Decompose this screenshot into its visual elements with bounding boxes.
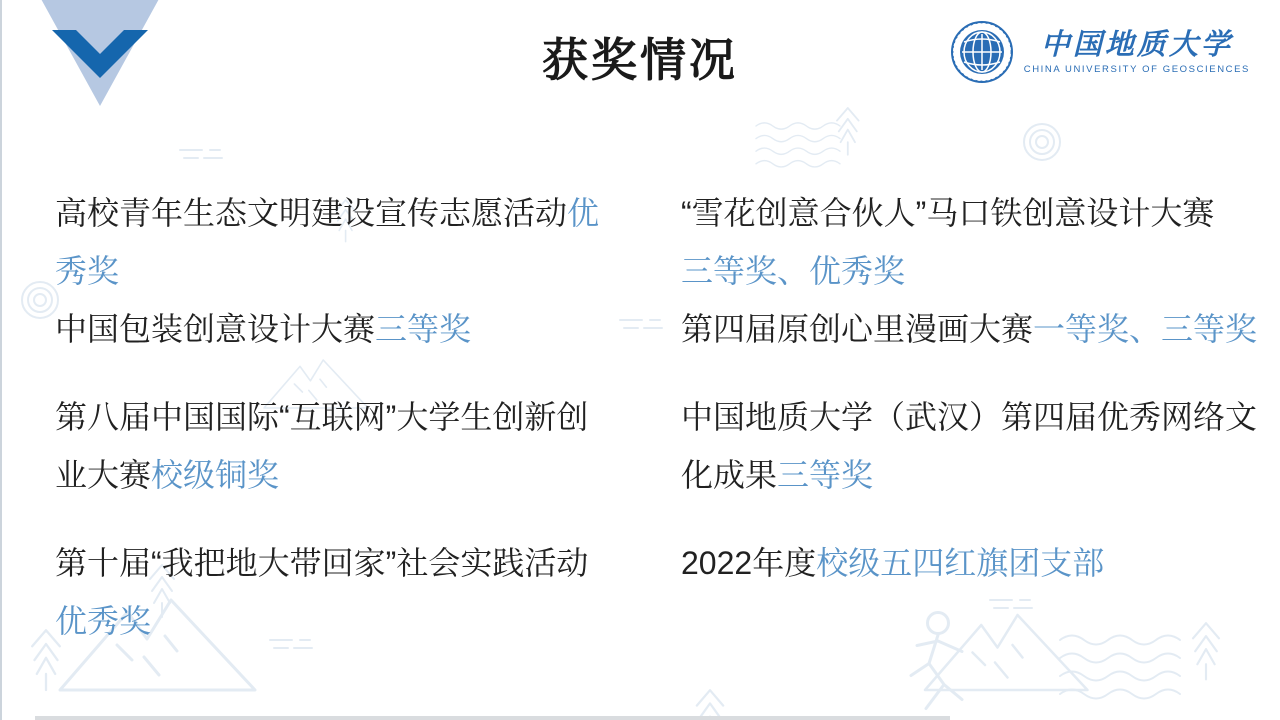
award-name-highlight: 三等奖 — [777, 457, 874, 493]
award-name-highlight: 三等奖、优秀奖 — [681, 253, 906, 289]
award-event-text: 业大赛 — [55, 457, 152, 493]
awards-col-left — [55, 184, 643, 680]
award-event-text: 第八届中国国际“互联网”大学生创新创 — [55, 399, 589, 435]
award-event-text: 高校青年生态文明建设宣传志愿活动 — [55, 195, 568, 231]
award-name-highlight: 校级铜奖 — [151, 457, 280, 493]
award-name-highlight: 校级五四红旗团支部 — [816, 545, 1105, 581]
university-seal-icon — [950, 20, 1014, 84]
logo-cn-name: 中国地质大学 — [1040, 27, 1233, 62]
logo-en-name: CHINA UNIVERSITY OF GEOSCIENCES — [1023, 63, 1250, 75]
award-event-text: 中国地质大学（武汉）第四届优秀网络文 — [681, 399, 1258, 435]
award-event-text: 2022年度 — [681, 545, 817, 581]
award-event-text: “雪花创意合伙人”马口铁创意设计大赛 — [681, 195, 1215, 231]
award-item — [681, 184, 1269, 300]
award-line — [681, 534, 1269, 592]
award-line — [55, 184, 643, 242]
awards-col-right — [681, 184, 1269, 680]
award-line — [55, 446, 643, 504]
award-line — [681, 388, 1269, 446]
award-event-text: 中国包装创意设计大赛 — [55, 311, 376, 347]
award-event-text: 第四届原创心里漫画大赛 — [681, 311, 1034, 347]
page-title: 获奖情况 — [542, 34, 738, 86]
award-name-highlight: 三等奖 — [375, 311, 472, 347]
award-line — [55, 300, 643, 358]
award-item — [55, 300, 643, 358]
award-item — [55, 388, 643, 504]
university-logo — [950, 20, 1250, 84]
award-line — [55, 242, 643, 300]
award-line — [681, 446, 1269, 504]
award-event-text: 第十届“我把地大带回家”社会实践活动 — [55, 545, 589, 581]
award-line — [681, 184, 1269, 242]
award-line — [681, 242, 1269, 300]
award-name-highlight: 秀奖 — [55, 253, 120, 289]
bottom-edge-line — [35, 716, 950, 720]
logo-text-block — [1024, 29, 1250, 75]
award-line — [55, 592, 643, 650]
award-item — [681, 534, 1269, 592]
award-name-highlight: 一等奖、三等奖 — [1033, 311, 1258, 347]
award-event-text: 化成果 — [681, 457, 778, 493]
award-name-highlight: 优秀奖 — [55, 603, 152, 639]
award-line — [681, 300, 1269, 358]
award-item — [681, 388, 1269, 504]
award-line — [55, 388, 643, 446]
award-item — [55, 184, 643, 300]
awards-columns — [55, 184, 1269, 680]
award-name-highlight: 优 — [567, 195, 600, 231]
award-item — [55, 534, 643, 650]
award-line — [55, 534, 643, 592]
award-item — [681, 300, 1269, 358]
